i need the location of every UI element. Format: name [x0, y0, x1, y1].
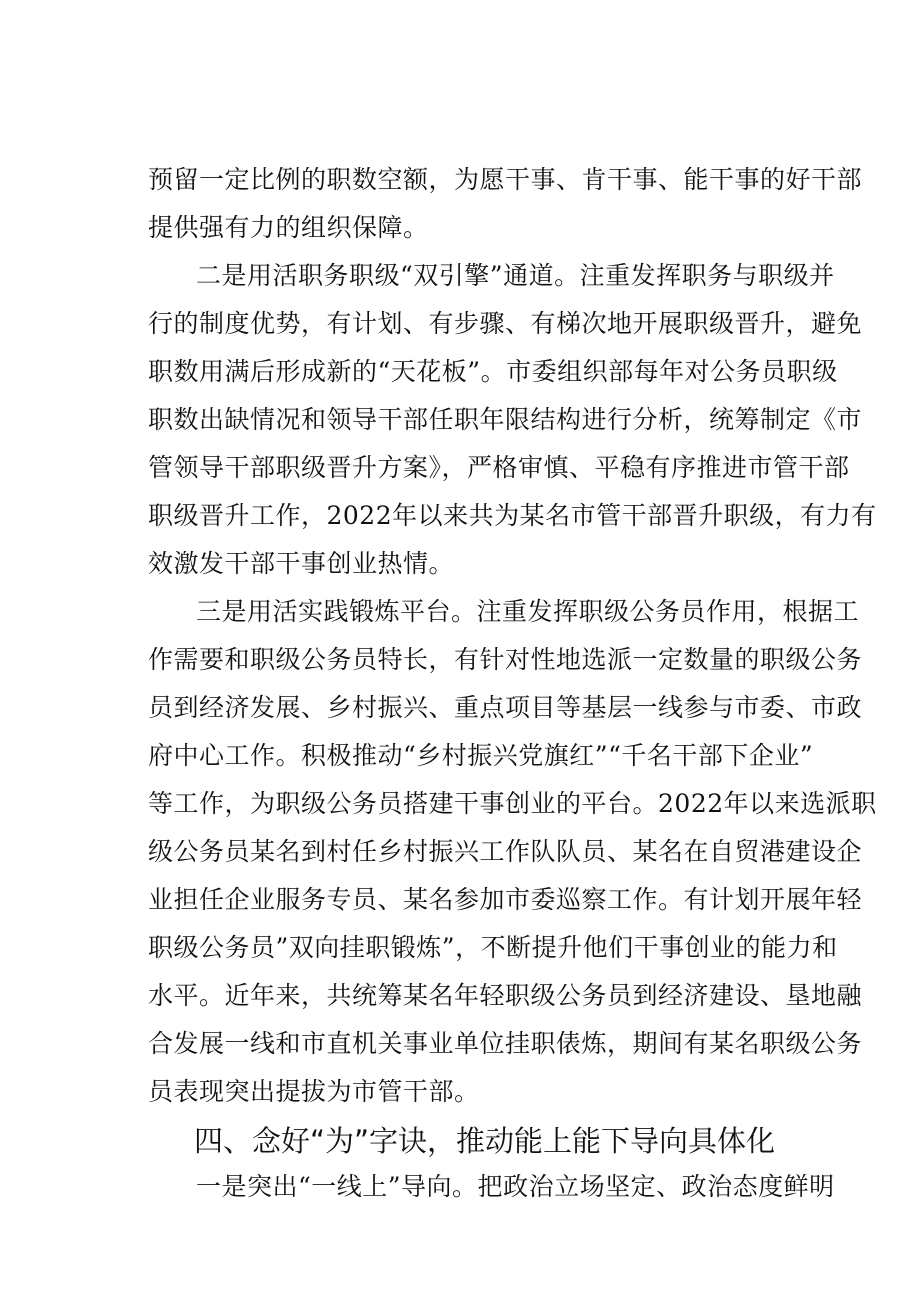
- paragraph-line: 业担任企业服务专员、某名参加市委巡察工作。有计划开展年轻: [148, 885, 863, 914]
- section-heading: 四、念好“为”字诀，推动能上能下导向具体化: [194, 1124, 776, 1158]
- paragraph-line: 作需要和职级公务员特长，有针对性地选派一定数量的职级公务: [148, 645, 863, 674]
- paragraph-line: 等工作，为职级公务员搭建干事创业的平台。2022年以来选派职: [148, 789, 877, 818]
- paragraph-line: 管领导干部职级晋升方案》，严格审慎、平稳有序推进市管干部: [148, 453, 850, 482]
- paragraph-line: 级公务员某名到村任乡村振兴工作队队员、某名在自贸港建设企: [148, 837, 863, 866]
- paragraph-line: 水平。近年来，共统筹某名年轻职级公务员到经济建设、垦地融: [148, 981, 863, 1010]
- paragraph-line: 职级公务员”双向挂职锻炼”，不断提升他们干事创业的能力和: [148, 933, 838, 962]
- paragraph-line: 预留一定比例的职数空额，为愿干事、肯干事、能干事的好干部: [148, 165, 863, 194]
- paragraph-line: 提供强有力的组织保障。: [148, 213, 429, 242]
- paragraph-line: 合发展一线和市直机关事业单位挂职俵炼，期间有某名职级公务: [148, 1029, 863, 1058]
- paragraph-line: 一是突出“一线上”导向。把政治立场坚定、政治态度鲜明: [196, 1172, 835, 1201]
- paragraph-line: 行的制度优势，有计划、有步骤、有梯次地开展职级晋升，避免: [148, 309, 863, 338]
- paragraph-line: 府中心工作。积极推动“乡村振兴党旗红”“千名干部下企业”: [148, 741, 814, 770]
- paragraph-line: 职数用满后形成新的“天花板”。市委组织部每年对公务员职级: [148, 357, 838, 386]
- paragraph-line: 二是用活职务职级“双引擎”通道。注重发挥职务与职级并: [196, 261, 835, 290]
- paragraph-line: 员表现突出提拔为市管干部。: [148, 1077, 480, 1106]
- paragraph-line: 职数出缺情况和领导干部任职年限结构进行分析，统筹制定《市: [148, 405, 863, 434]
- paragraph-line: 职级晋升工作，2022年以来共为某名市管干部晋升职级，有力有: [148, 501, 877, 530]
- paragraph-line: 效激发干部干事创业热情。: [148, 549, 455, 578]
- paragraph-line: 三是用活实践锻炼平台。注重发挥职级公务员作用，根据工: [196, 597, 860, 626]
- paragraph-line: 员到经济发展、乡村振兴、重点项目等基层一线参与市委、市政: [148, 693, 863, 722]
